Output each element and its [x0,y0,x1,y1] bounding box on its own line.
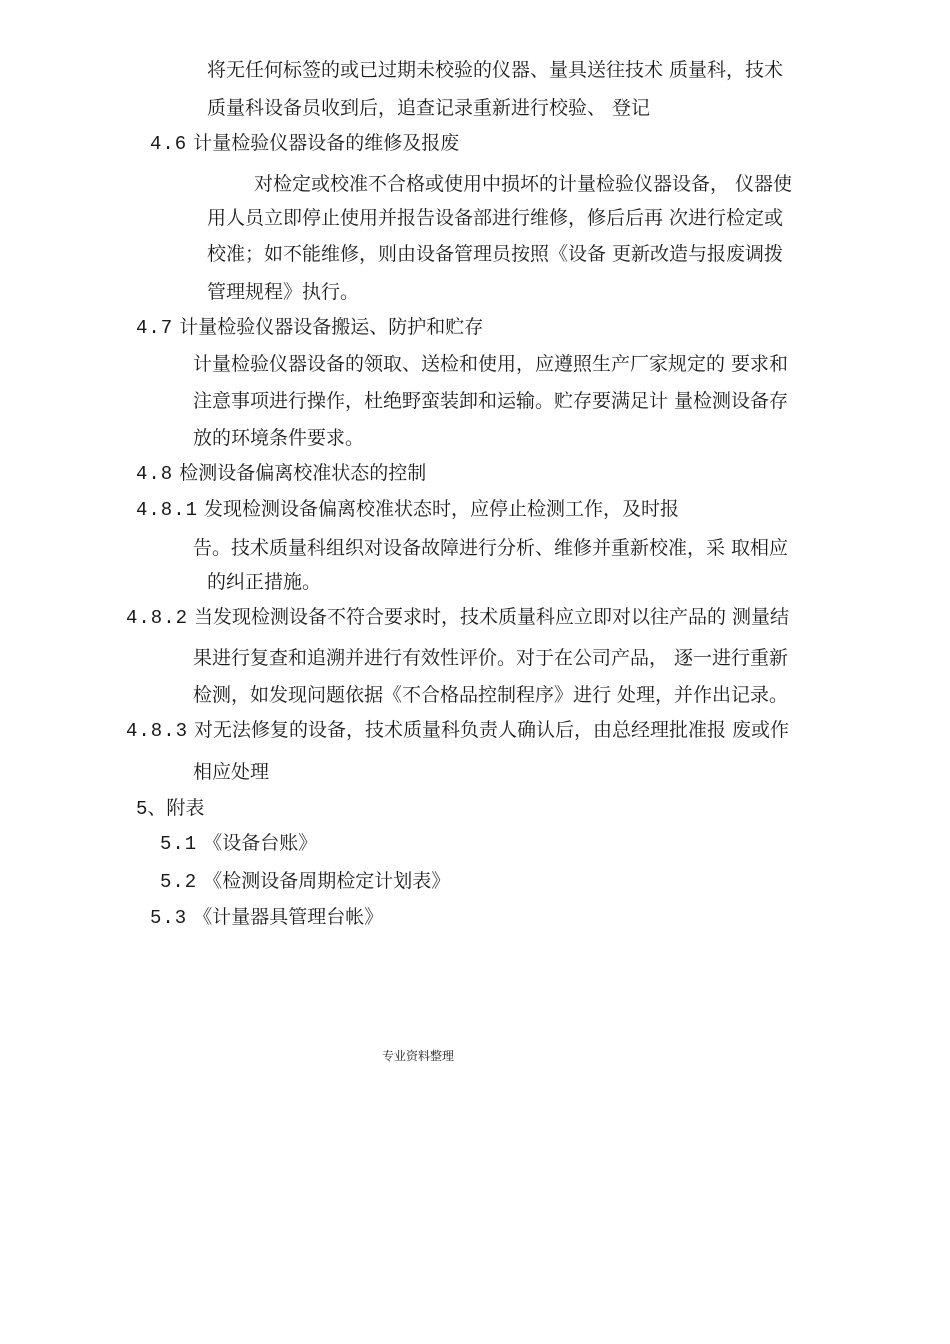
section-heading: 4.6 计量检验仪器设备的维修及报废 [150,132,460,155]
section-number: 4.8.2 [126,607,189,629]
body-line: 计量检验仪器设备的领取、送检和使用，应遵照生产厂家规定的 要求和 [193,353,789,375]
section-heading: 4.8.2 当发现检测设备不符合要求时，技术质量科应立即对以往产品的 测量结 [126,606,790,629]
section-number: 5、 [136,798,167,820]
body-line: 放的环境条件要求。 [193,427,365,449]
section-heading: 4.8 检测设备偏离校准状态的控制 [136,462,427,485]
section-number: 4.8 [136,463,174,485]
appendix-item: 5.2 《检测设备周期检定计划表》 [160,870,451,893]
section-number: 4.8.3 [126,720,189,742]
body-line: 注意事项进行操作，杜绝野蛮装卸和运输。贮存要满足计 量检测设备存 [193,390,789,412]
body-line: 的纠正措施。 [207,571,322,593]
body-line: 果进行复查和追溯并进行有效性评价。对于在公司产品， 逐一进行重新 [193,647,789,669]
section-number: 4.7 [136,317,174,339]
page-footer: 专业资料整理 [381,1049,454,1063]
body-line: 质量科设备员收到后，追查记录重新进行校验、 登记 [207,97,651,119]
section-heading: 5、附表 [136,797,205,820]
body-line: 将无任何标签的或已过期未校验的仪器、量具送往技术 质量科，技术 [207,59,784,81]
section-number: 4.8.1 [136,499,199,521]
appendix-item: 5.1 《设备台账》 [160,832,318,855]
section-number: 5.3 [150,907,188,929]
appendix-item: 5.3 《计量器具管理台帐》 [150,906,384,929]
body-line: 检测，如发现问题依据《不合格品控制程序》进行 处理，并作出记录。 [193,684,789,706]
body-line: 告。技术质量科组织对设备故障进行分析、维修并重新校准，采 取相应 [193,537,789,559]
section-heading: 4.8.1 发现检测设备偏离校准状态时，应停止检测工作，及时报 [136,498,680,521]
body-line: 对检定或校准不合格或使用中损坏的计量检验仪器设备， 仪器使 [254,173,793,195]
body-line: 用人员立即停止使用并报告设备部进行维修，修后后再 次进行检定或 [207,207,784,229]
section-number: 5.1 [160,833,198,855]
section-heading: 4.7 计量检验仪器设备搬运、防护和贮存 [136,316,484,339]
body-line: 校准；如不能维修，则由设备管理员按照《设备 更新改造与报废调拨 [207,243,784,265]
section-heading: 4.8.3 对无法修复的设备，技术质量科负责人确认后，由总经理批准报 废或作 [126,719,790,742]
body-line: 管理规程》执行。 [207,281,360,303]
body-line: 相应处理 [193,761,270,783]
section-number: 5.2 [160,871,198,893]
section-number: 4.6 [150,133,188,155]
